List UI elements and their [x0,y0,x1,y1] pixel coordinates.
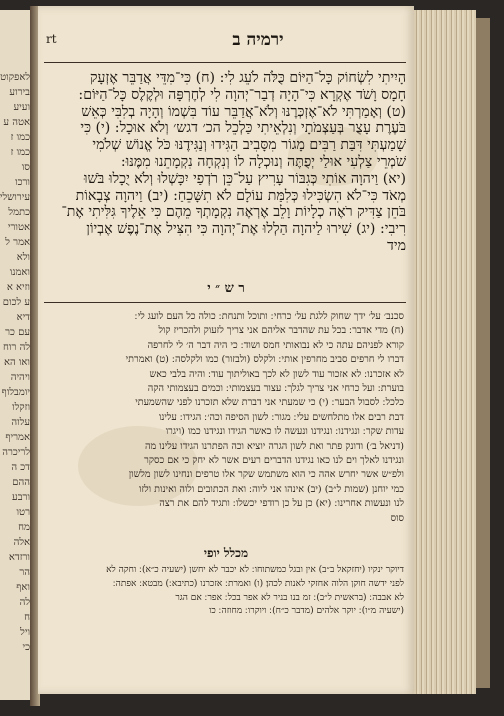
verse-line: שָׁמַעְתִּי דִּבַּת רַבִּים מָגוֹר מִסָּבִיב הַגִּידוּ וְנַגִּידֶנּוּ כֹּל אֱנוֹשׁ שְׁלֹמִי [92,137,406,154]
left-page-fragment: עם כר [5,327,30,338]
main-text [44,70,406,255]
left-page-fragment: ולא [16,252,30,263]
left-page-fragment: ח [24,612,30,623]
left-page-fragment: ורבע [12,492,30,503]
commentary-heading: ר ש ״ י [207,281,245,296]
left-page-fragment: עירושלי [0,192,30,203]
left-page-fragment: דכ ה [11,462,30,473]
left-page-fragment: אטורי [7,222,30,233]
left-page-fragment: וזקלו [12,402,30,413]
metsudot-line: לפני ידשה חוקן הלוה אחזקי לאנות לכהן׃ (ו) ואמרת ׃ אזכרנו (כתיבא ׃) מבטא ׃ אפתה ׃ [112,578,404,589]
commentary-line: עדות שקר ׃ ונגידנו ׃ ונגידנו ונעשה לו כאשר הגידו ונגידנו כמו (ויגרו [165,426,404,438]
left-page-fragment: ורזדא [8,552,30,563]
metsudot-line: דיוקר ינקיו (יחזקאל ב״ב) אין ובגל כמשתוחו ׃ לא יכבר לא יחשן (ישעיה כ״א) ׃ וחקה לא [106,565,404,575]
page-number: rt [46,32,57,46]
left-page-fragment: אמר ל [5,237,30,248]
left-page-fragment: לה רוח [3,342,30,353]
verse-line: הָיִיתִי לִשְׂחוֹק כָּל־הַיּוֹם כֻּלֹּה לֹעֵג לִי: (ח) כִּי־מִדֵּי אֲדַבֵּר אֶזְעָק [89,70,406,86]
verse-line: בֹּעֶרֶת עָצֻר בְּעַצְמֹתָי וְנִלְאֵיתִי כַּלְכֵל הכ׳ דגש׳ וְלֹא אוּכָל: (י) כִּי [80,120,406,137]
left-page-fragment: ויהיה [10,372,30,383]
left-page-fragment: מח [18,522,30,533]
left-page-fragment: עלוה [11,417,30,428]
verse-line: (ט) וְאָמַרְתִּי לֹא־אֶזְכְּרֶנּוּ וְלֹא־אֲדַבֵּר עוֹד בִּשְׁמוֹ וְהָיָה בְלִבִּי כְּאֵשׁ [81,103,406,120]
left-page-fragment: יומבלוף [1,387,30,398]
running-head: ירמיה ב [232,30,284,50]
commentary-line: ונגידנו לאלך וים לנו כאו נגידנו הדברים רעים אשר לא יחק כי אם כסקר [144,455,404,467]
commentary-line: דברו לי חרפים סביב מחרפין אותי ׃ ולקלס (ולבזור) כמו ולקלסה ׃ (ט) ואמרתי [125,354,404,366]
book-page [38,6,414,694]
commentary-line: (ח) מדי אדבר ׃ בכל עת שהדבר אליהם אני צריך לזעוק ולהכריז קול [158,325,404,337]
left-page-fragment: כי [22,642,30,653]
left-page-fragment: אלה [13,537,30,548]
verse-line: שֹׁמְרֵי צַלְעִי אוּלַי יְפֻתֶּה וְנוּכְלָה לוֹ וְנִקְחָה נִקְמָתֵנוּ מִמֶּנּוּ: [120,153,406,170]
commentary-line: כמי יוחנן (שמות ל״ב) (יב) אינהו אני ליוה ׃ ואת הכתובים ולוה ואינות ולזו [139,483,404,495]
metsudot-line: לא אבבה ׃ (בראשית ל״ב) ׃ זמ בנו בניר לא אפר בכל ׃ אפר ׃ אם הגר [175,592,404,603]
commentary-line: סכנב׳ על׳ ידך שחוק ללגת על׳ כרחי ׃ ותוכל ותנחת ׃ כולה כל העם לועג לי ׃ [134,311,404,322]
left-page-fragment: לריכרה [2,447,30,458]
page-fore-edge [414,10,476,694]
commentary-line: סוס [390,512,404,524]
commentary-line: כלכל ׃ לסבול הבער ׃ (י) כי שמעתי אני דברת שלא תזכרנו לפני שהשמעתי [135,397,404,409]
left-page-fragment: ועיע [13,102,30,113]
header-rule [44,62,406,63]
verse-line: מיד [387,237,406,254]
commentary-line: דבת רבים אלו מתלחשים עלי ׃ מגור ׃ לשון הסיפה וכה׳ ׃ הגידו ׃ עלינו [158,411,404,423]
verse-line: (יא) וַיהוָה אוֹתִי כְּגִבּוֹר עָרִיץ עַל־כֵּן רֹדְפַי יִכָּשְׁלוּ וְלֹא יֻכָלוּ בֹּשׁוּ [83,170,406,187]
left-page-fragment: אמריף [5,432,30,443]
left-page-fragment: ההם [12,477,30,488]
metsudot-line: (ישעיה מ״ו) ׃ יוקר אלהים (מדבר כ״ח) ׃ ויוקרו ׃ מחוזה ׃ כו [209,606,404,617]
left-page-fragment: לה [19,597,30,608]
left-page-fragment: דיא [16,312,30,323]
left-page-fragment: כמו ז [10,132,30,143]
left-page-fragment: ואמנו [9,267,30,278]
metsudot-heading: מכלל יופי [203,546,249,560]
verse-line: חָמָס וָשֹׁד אֶקְרָא כִּי־הָיָה דְבַר־יְהוָה לִי לְחֶרְפָּה וּלְקֶלֶס כָּל־הַיּוֹם: [78,86,406,103]
commentary-line: (דניאל ב׳) ודונק פתר ואת לשון הגרה יוציא וכה הפתרנו הגידו עלינו מה [144,440,404,452]
verse-line: רִיבִי: (יג) שִׁירוּ לַיהוָה הַלְלוּ אֶת־יְהוָה כִּי הִצִּיל אֶת־נֶפֶשׁ אֶבְיוֹן [86,221,406,238]
commentary-line: לא אזכרנו ׃ לא אזכור עוד לשון לא לכך באוליתוך עוד ׃ והיה בלבי כאש [149,368,404,380]
left-page-fragment: ואו הא [3,357,30,368]
left-page-fragment: ויל [20,627,30,638]
commentary-line: ולפ״ש אשר יחרש אהה כי הוא משתמש שקר אלו טרפים ונחינו לשון מלשון [128,469,404,481]
commentary-line: קורא לפניהם עתה כי לא נבואותי חמס ושוד ׃ כי היה דבר ה׳ לי לחרפה [147,339,404,351]
verse-line: בֹּחֵן צַדִּיק רֹאֶה כְלָיוֹת וָלֵב אֶרְאֶה נִקְמָתְךָ מֵהֶם כִּי אֵלֶיךָ גִּלִּיתִי אֶת־ [61,204,406,221]
commentary-text [46,310,404,526]
left-page-fragment: כמו ז [10,147,30,158]
commentary-line: בוערת ׃ ועל כרחי אני צריך לגלך ׃ עצור בעצמותי ׃ וכמים בעצמותי הקה [147,383,404,395]
left-page-fragment: רטו [16,507,30,518]
verse-line: מְאֹד כִּי־לֹא הִשְׂכִּילוּ כְּלִמַּת עוֹלָם לֹא תִשָּׁכֵחַ: (יב) וַיהוָה צְבָאוֹת [75,187,406,204]
book-cover-edge [476,18,490,688]
left-page-fragment: לאפקוט [0,72,30,83]
left-page-fragment: בירוע [9,87,30,98]
metsudot-text [46,564,404,619]
left-page-fragment: הר [19,567,30,578]
page-header [38,18,414,58]
left-page-fragment: סו [21,162,30,173]
left-page-fragment: ע לכום [2,297,30,308]
left-facing-page [0,10,34,700]
left-page-fragment: כתמל [8,207,30,218]
left-page-fragment: וזיא א [6,282,30,293]
commentary-line: לנו ונעשות אחרינו ׃ (יא) כן על כן רודפי יכשלו ׃ ותגיד להם את רצה [159,498,404,510]
commentary-rule [44,302,406,303]
left-page-fragment: ואף [16,582,30,593]
left-page-fragment: ורכו [15,177,30,188]
left-page-fragment: אטה ע [3,117,30,128]
